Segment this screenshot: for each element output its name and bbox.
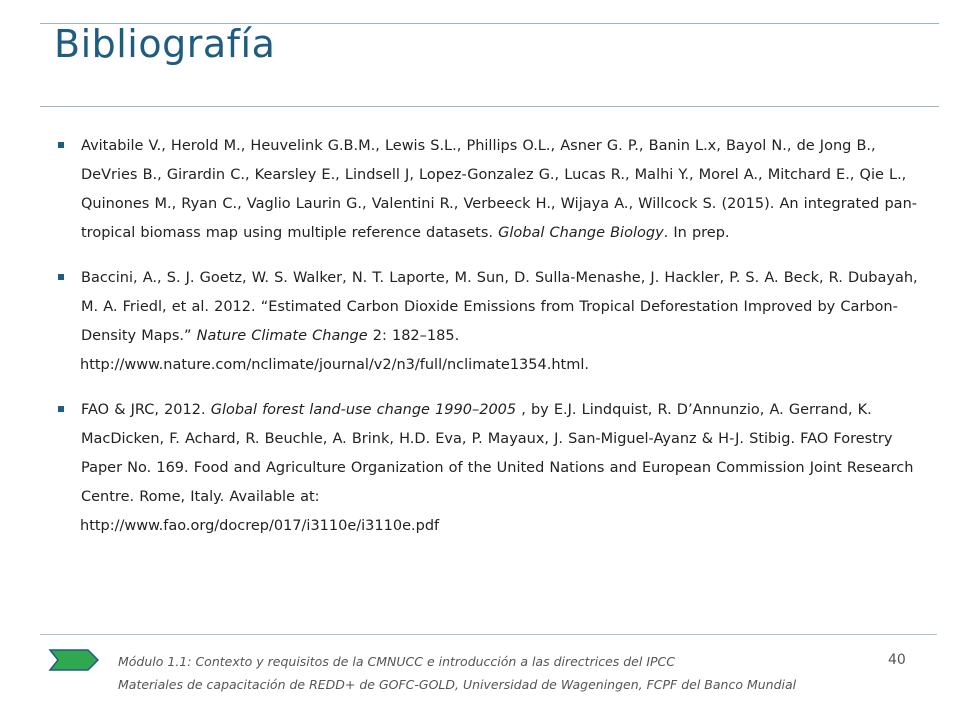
reference-item bbox=[54, 132, 934, 248]
page-title: Bibliografía bbox=[54, 22, 276, 66]
reference-link[interactable]: http://www.nature.com/nclimate/journal/v2/n3/full/nclimate1354.html. bbox=[80, 357, 589, 373]
square-bullet-icon bbox=[58, 142, 64, 148]
reference-link[interactable]: http://www.fao.org/docrep/017/i3110e/i3110e.pdf bbox=[80, 518, 440, 534]
square-bullet-icon bbox=[58, 274, 64, 280]
page-number: 40 bbox=[888, 652, 906, 668]
reference-item bbox=[54, 264, 934, 380]
reference-text: Avitabile V., Herold M., Heuvelink G.B.M., Lewis S.L., Phillips O.L., Asner G. P., Banin L.x, Bayol N., de Jong B., DeVries B., Girardin C., Kearsley E., Lindsell J, Lopez-Gonzalez G., Lucas R., Malhi Y., Morel A., Mitchard E., Qie L., Quinones M., Ryan C., Vaglio Laurin G., Valentini R., Verbeeck H., Wijaya A., Willcock S. (2015). An integrated pan-tropical biomass map using multiple reference datasets. Global Change Biology. In prep. bbox=[81, 138, 917, 241]
footer-module-line: Módulo 1.1: Contexto y requisitos de la CMNUCC e introducción a las directrices del IPCC bbox=[118, 654, 675, 669]
footer-credits-line: Materiales de capacitación de REDD+ de GOFC-GOLD, Universidad de Wageningen, FCPF del Banco Mundial bbox=[118, 677, 797, 692]
footer-rule bbox=[40, 634, 937, 635]
chevron-arrow-icon bbox=[48, 648, 100, 672]
reference-item bbox=[54, 396, 934, 541]
reference-text: FAO & JRC, 2012. Global forest land-use change 1990–2005 , by E.J. Lindquist, R. D’Annunzio, A. Gerrand, K. MacDicken, F. Achard, R. Beuchle, A. Brink, H.D. Eva, P. Mayaux, J. San-Miguel-Ayanz & H-J. Stibig. FAO Forestry Paper No. 169. Food and Agriculture Organization of the United Nations and European Commission Joint Research Centre. Rome, Italy. Available at: bbox=[81, 402, 914, 505]
reference-list bbox=[54, 132, 934, 557]
square-bullet-icon bbox=[58, 406, 64, 412]
title-divider bbox=[40, 106, 939, 107]
reference-text: Baccini, A., S. J. Goetz, W. S. Walker, N. T. Laporte, M. Sun, D. Sulla-Menashe, J. Hackler, P. S. A. Beck, R. Dubayah, M. A. Friedl, et al. 2012. “Estimated Carbon Dioxide Emissions from Tropical Deforestation Improved by Carbon-Density Maps.” Nature Climate Change 2: 182–185. bbox=[81, 270, 918, 344]
